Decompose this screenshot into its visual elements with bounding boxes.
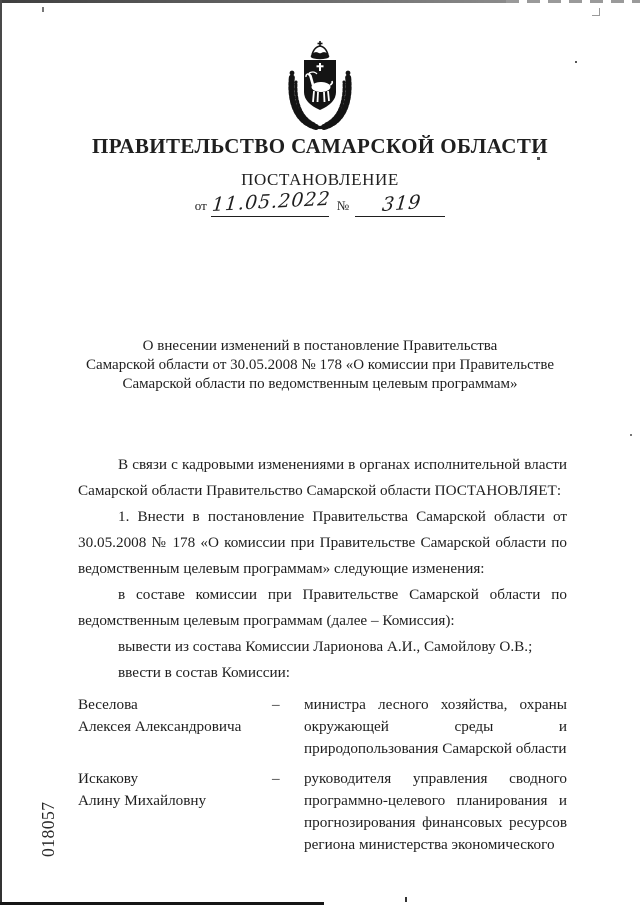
paragraph-item-1: 1. Внести в постановление Правительства Самарской области от 30.05.2008 № 178 «О комиссии при Правительстве Самарской области по ведомственным целевым программам» следующие изменения: — [78, 508, 567, 577]
paragraph-preamble: В связи с кадровыми изменениями в органах исполнительной власти Самарской области Правительство Самарской области ПОСТАНОВЛЯЕТ: — [78, 456, 567, 499]
member-row — [78, 768, 567, 856]
handwritten-number: 319 — [380, 191, 423, 216]
org-name: ПРАВИТЕЛЬСТВО САМАРСКОЙ ОБЛАСТИ — [91, 134, 548, 158]
scan-speck — [405, 897, 407, 902]
member-name — [78, 768, 272, 812]
paragraph-commission: в составе комиссии при Правительстве Самарской области по ведомственным целевым программам (далее – Комиссия): — [78, 586, 567, 629]
member-position: руководителя управления сводного программно-целевого планирования и прогнозирования финансовых ресурсов региона министерства экономического — [304, 770, 567, 853]
document-title — [40, 337, 600, 394]
dash-separator: – — [272, 770, 280, 787]
member-surname: Веселова — [78, 696, 138, 713]
new-members-list — [78, 694, 567, 856]
doc-type-heading: ПОСТАНОВЛЕНИЕ — [241, 170, 399, 189]
scan-speck — [42, 7, 44, 12]
number-field — [355, 191, 445, 217]
scan-edge-top — [0, 0, 506, 3]
registration-stamp-number: 018057 — [38, 801, 58, 857]
member-position: министра лесного хозяйства, охраны окружающей среды и природопользования Самарской области — [304, 696, 567, 757]
samara-coat-of-arms-icon — [0, 40, 640, 130]
scan-corner-mark — [592, 8, 600, 16]
paragraph-add-members: ввести в состав Комиссии: — [118, 664, 291, 681]
member-given-names: Алексея Александровича — [78, 718, 242, 735]
document-body — [78, 452, 567, 686]
scan-speck — [630, 434, 632, 436]
dash-separator: – — [272, 696, 280, 713]
member-given-names: Алину Михайловну — [78, 792, 207, 809]
title-line-3: Самарской области по ведомственным целевым программам» — [122, 376, 518, 392]
member-surname: Искакову — [78, 770, 139, 787]
title-line-2: Самарской области от 30.05.2008 № 178 «О комиссии при Правительстве — [85, 357, 554, 373]
member-name — [78, 694, 272, 738]
date-field — [210, 187, 332, 217]
member-row — [78, 694, 567, 760]
paragraph-remove-members: вывести из состава Комиссии Ларионова А.И., Самойлову О.В.; — [118, 638, 533, 655]
date-prefix-label: от — [194, 198, 207, 213]
date-number-line — [0, 187, 640, 217]
handwritten-date: 11.05.2022 — [210, 187, 332, 216]
scan-edge-top-dashed — [506, 0, 640, 3]
title-line-1: О внесении изменений в постановление Правительства — [142, 338, 498, 354]
number-sign-label: № — [336, 198, 350, 213]
